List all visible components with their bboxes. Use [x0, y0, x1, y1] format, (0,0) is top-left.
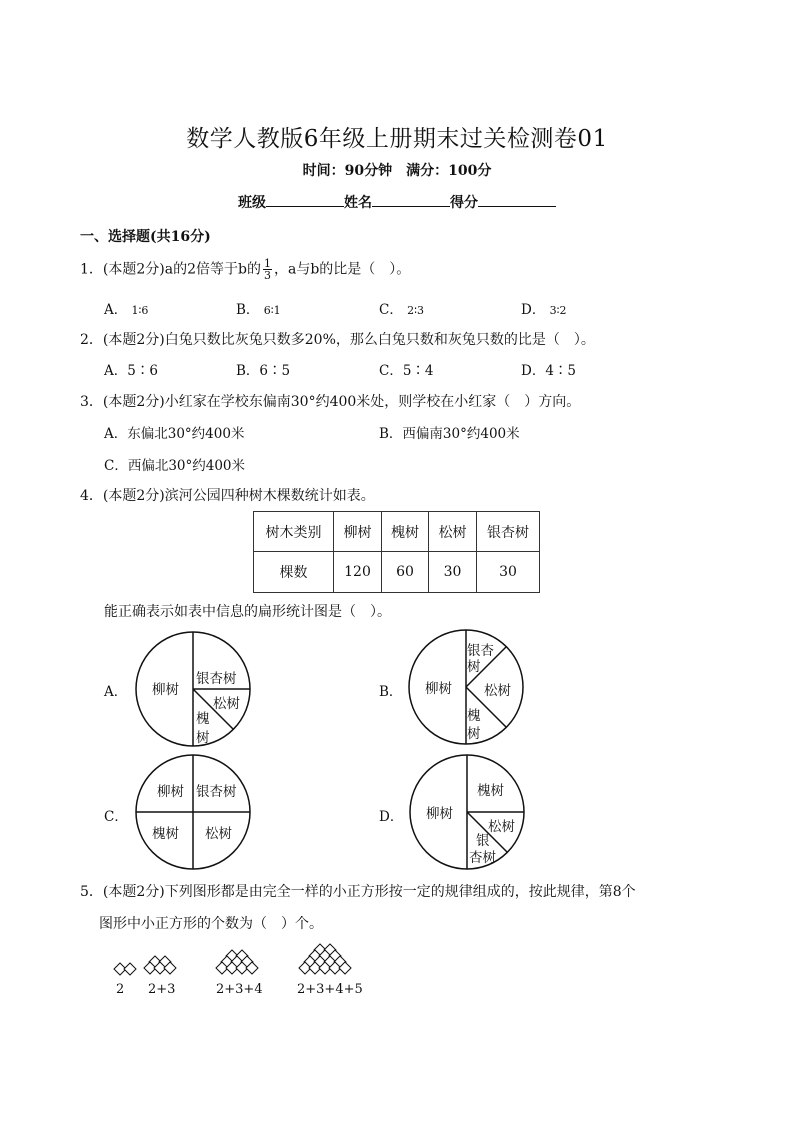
question-text: ，a与b的比是（ ）。	[273, 261, 411, 278]
question-number: 2．	[80, 332, 103, 348]
question-text: (本题2分)小红家在学校东偏南30°约400米处，则学校在小红家（ ）方向。	[102, 394, 581, 410]
table-header-cell: 树木类别	[254, 512, 334, 552]
score-label: 得分	[450, 195, 478, 211]
pie-c-label: 银杏树	[196, 784, 237, 800]
pie-d-label: 柳树	[426, 806, 453, 822]
pattern-figure-4	[299, 944, 351, 974]
pie-b-label: 银杏	[467, 643, 494, 659]
q4-option-a-letter[interactable]: A．	[104, 684, 128, 700]
pie-a-label: 松树	[213, 696, 240, 712]
pie-b-label: 槐	[467, 708, 481, 724]
q2-option-b[interactable]: B．6∶5	[236, 363, 291, 379]
q2-option-a[interactable]: A．5∶6	[104, 363, 158, 379]
pie-b-label: 松树	[484, 683, 511, 699]
q3-option-c[interactable]: C．西偏北30°约400米	[104, 458, 246, 474]
pie-c-label: 松树	[205, 826, 232, 842]
pie-a-label: 树	[196, 730, 210, 746]
pattern-label-4: 2+3+4+5	[297, 982, 363, 997]
pattern-figure-3	[216, 950, 258, 974]
table-row-label: 棵数	[254, 552, 334, 593]
q3-option-b[interactable]: B．西偏南30°约400米	[379, 426, 520, 442]
name-label: 姓名	[344, 195, 372, 211]
section-title: 一、选择题(共16分)	[80, 229, 211, 245]
question-text: (本题2分)滨河公园四种树木棵数统计如表。	[102, 488, 375, 504]
table-header-cell: 松树	[429, 512, 477, 552]
q2-option-d[interactable]: D．4∶5	[521, 363, 577, 379]
table-cell: 60	[382, 552, 429, 593]
fraction-denominator: 3	[263, 269, 271, 282]
option-value: 2∶3	[407, 304, 425, 317]
fraction-numerator: 1	[263, 257, 271, 270]
question-text: (本题2分)白兔只数比灰兔只数多20%，那么白兔只数和灰兔只数的比是（ ）。	[102, 332, 595, 348]
table-header-cell: 银杏树	[477, 512, 540, 552]
exam-time-score: 时间：90分钟 满分：100分	[302, 163, 492, 179]
option-value: 3∶2	[549, 304, 567, 317]
question-5-line2: 图形中小正方形的个数为（ ）个。	[99, 916, 323, 932]
pattern-label-3: 2+3+4	[216, 982, 263, 997]
pie-a-label: 银杏树	[196, 671, 237, 687]
q4-option-b-letter[interactable]: B．	[379, 684, 403, 700]
question-4-prompt: 能正确表示如表中信息的扁形统计图是（ ）。	[104, 604, 391, 620]
pie-a-label: 柳树	[152, 682, 179, 698]
question-text: (本题2分)a的2倍等于b的	[102, 261, 261, 278]
pie-c-label: 柳树	[157, 784, 184, 800]
pie-d-label: 银	[476, 833, 490, 849]
q2-option-c[interactable]: C．5∶4	[379, 363, 434, 379]
pie-a-label: 槐	[196, 711, 210, 727]
question-number: 4．	[80, 488, 103, 504]
pie-b-label: 树	[467, 659, 481, 675]
table-header-cell: 槐树	[382, 512, 429, 552]
question-text: (本题2分)下列图形都是由完全一样的小正方形按一定的规律组成的，按此规律，第8个	[102, 884, 636, 900]
option-letter: C．	[379, 302, 403, 318]
question-number: 5．	[80, 884, 103, 900]
table-cell: 30	[477, 552, 540, 593]
pie-b-label: 柳树	[425, 681, 452, 697]
page-title: 数学人教版6年级上册期末过关检测卷01	[186, 126, 608, 152]
pattern-label-2: 2+3	[148, 982, 176, 997]
pie-c-label: 槐树	[152, 826, 179, 842]
pattern-figure-2	[144, 956, 176, 974]
pie-d-label: 杏树	[469, 850, 496, 866]
question-number: 3．	[80, 394, 103, 410]
class-label: 班级	[238, 195, 266, 211]
q4-option-c-letter[interactable]: C．	[104, 809, 128, 825]
option-value: 1∶6	[131, 304, 149, 317]
option-letter: A．	[104, 302, 128, 318]
q3-option-a[interactable]: A．东偏北30°约400米	[104, 426, 245, 442]
option-letter: D．	[521, 302, 546, 318]
pattern-label-1: 2	[116, 982, 125, 997]
pie-d-label: 槐树	[477, 783, 504, 799]
option-letter: B．	[236, 302, 260, 318]
table-cell: 30	[429, 552, 477, 593]
option-value: 6∶1	[263, 304, 281, 317]
question-number: 1．	[80, 261, 103, 278]
table-header-cell: 柳树	[334, 512, 382, 552]
q4-option-d-letter[interactable]: D．	[379, 809, 404, 825]
pattern-figure-1	[114, 963, 136, 975]
pie-d-label: 松树	[488, 819, 515, 835]
table-cell: 120	[334, 552, 382, 593]
pie-b-label: 树	[467, 726, 481, 742]
